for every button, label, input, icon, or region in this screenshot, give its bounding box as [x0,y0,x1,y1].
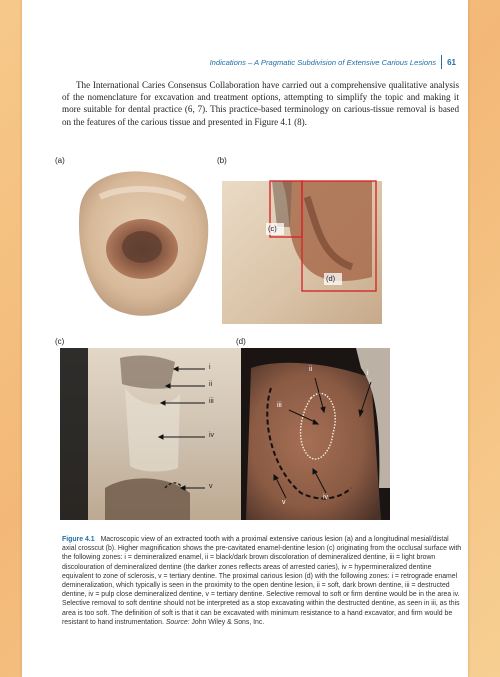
panel-d-photo [241,348,390,520]
page-number: 61 [447,57,456,67]
zone-c-i: i [209,364,211,371]
zone-c-ii: ii [209,381,213,388]
panel-a-photo [60,167,222,324]
panel-c-label: (c) [55,337,65,346]
zone-d-v: v [282,499,286,506]
figure-label: Figure 4.1 [62,536,95,543]
book-page [22,0,468,677]
running-title: Indications – A Pragmatic Subdivision of Extensive Carious Lesions [209,57,437,67]
figure-caption [62,535,462,627]
panel-d-label: (d) [236,337,246,346]
zone-d-ii: ii [309,366,313,373]
running-head [210,54,456,70]
zone-d-iii: iii [277,402,282,409]
box-c-label: (c) [268,224,277,233]
panel-b-label: (b) [217,156,227,165]
source-text: John Wiley & Sons, Inc. [191,618,265,626]
panel-c-photo [60,348,245,520]
zone-c-iv: iv [209,432,215,439]
header-divider [441,55,442,69]
box-d-label: (d) [326,274,336,283]
zone-c-iii: iii [209,398,214,405]
zone-d-i: i [367,370,369,377]
caption-text: Macroscopic view of an extracted tooth with a proximal extensive carious lesion (a) and a longitudinal mesial/distal axial crosscut (b). Higher magnification shows the pre-cavitated enamel-dentine lesion (c) originating from the occlusal surface with the following zones: i = demineralized enamel, ii = black/dark brown discoloration of demineralized dentine, iii = light brown discolouration of demineralized dentine (the darker zones reflects areas of arrested caries), iv = hypermineralized dentine equivalent to zone of sclerosis, v = tertiary dentine. The proximal carious lesion (d) with the following zones: i = retrograde enamel demineralization, which typically is seen in the proximity to the open dentine lesion, ii = soft, dark brown dentine, iii = destructed dentine, iv = pulp close demineralized dentine, v = tertiary dentine. Selective removal to soft or firm dentine would be in the area iv. Selective removal to soft dentine should not be interpreted as a stop excavating within the destructed dentine, as seen in iii, as this area is too soft. The definition of soft is that it can be excavated with minimum resistance to a hand excavator, and firm would be resistant to hand instrumentation. [62,536,462,626]
source-label: Source: [165,618,190,626]
body-paragraph: The International Caries Consensus Collaboration have carried out a comprehensive qualitative analysis of the nomenclature for excavation and treatment options, attempting to simplify the topic and making it more suitable for dental practice (6, 7). This practice-based terminology on carious-tissue removal is based on the features of the carious tissue and presented in Figure 4.1 (8). [62,80,459,127]
zone-d-iv: iv [323,494,329,501]
panel-b-photo [222,167,382,324]
panel-a-label: (a) [55,156,65,165]
zone-c-v: v [209,483,213,490]
